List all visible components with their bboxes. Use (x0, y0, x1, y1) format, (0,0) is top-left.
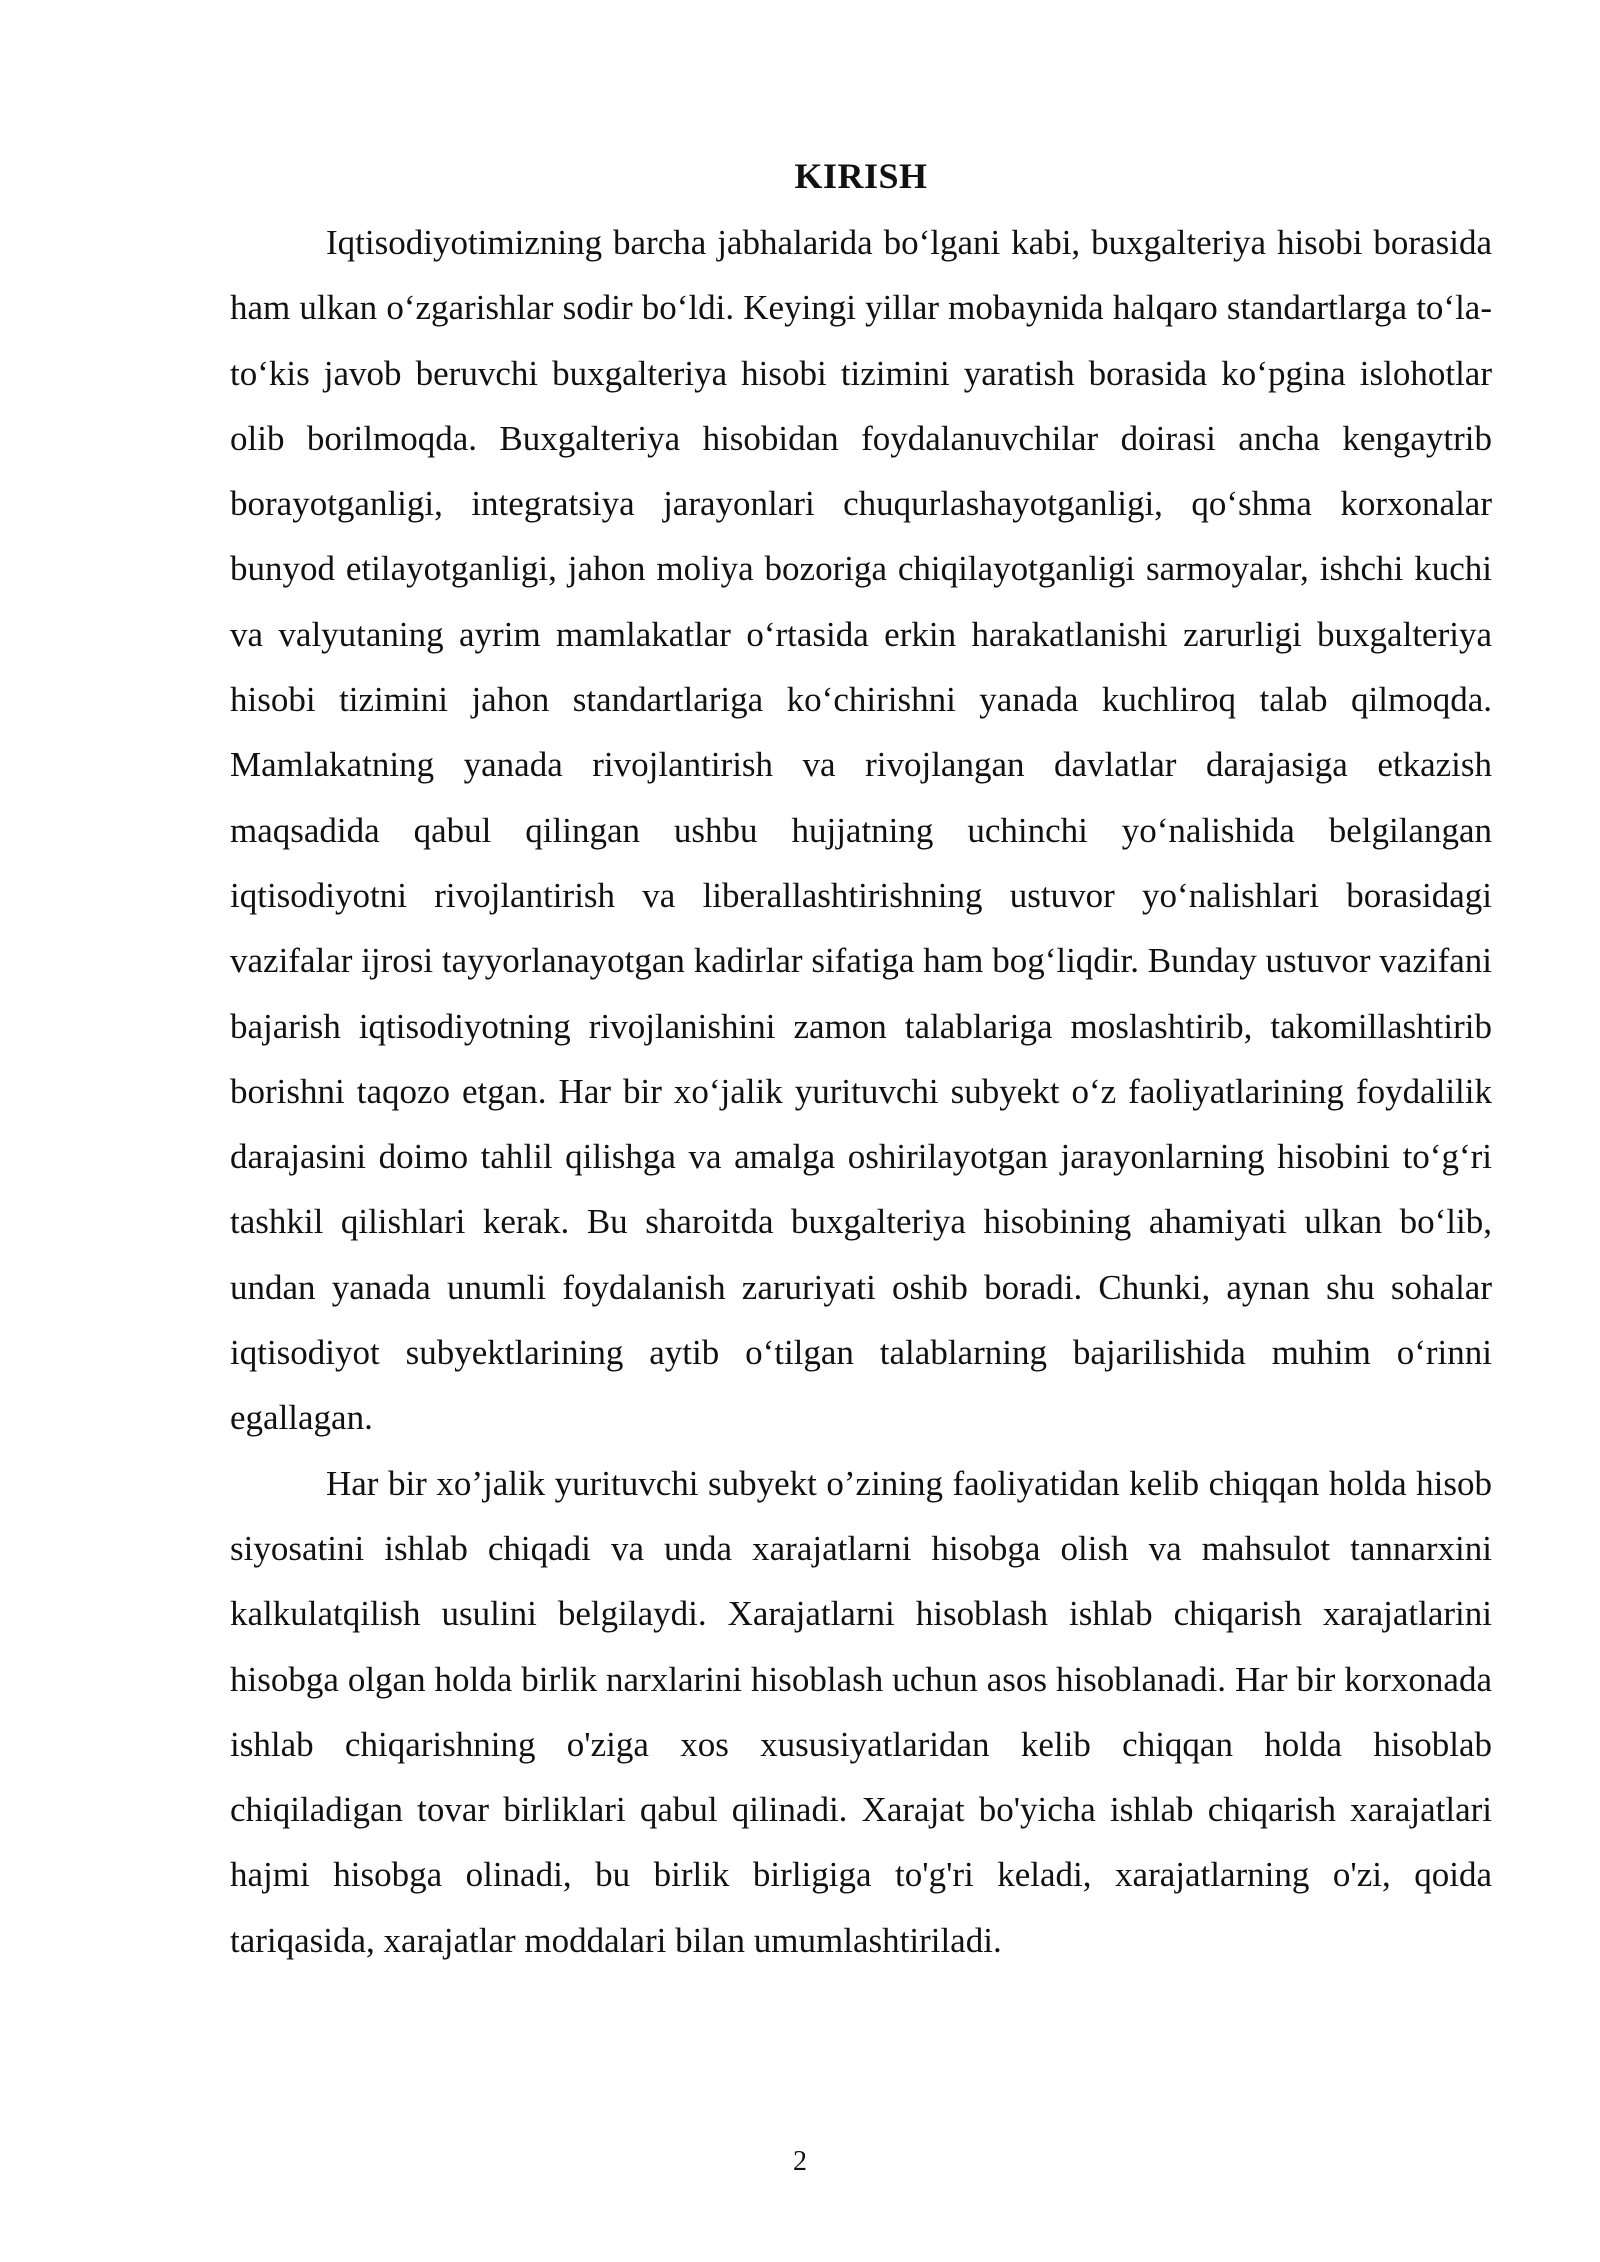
paragraph-1: Iqtisodiyotimizning barcha jabhalarida bo‘lgani kabi, buxgalteriya hisobi borasida ham ulkan o‘zgarishlar sodir bo‘ldi. Keyingi yillar mobaynida halqaro standartlarga to‘la-to‘kis javob beruvchi buxgalteriya hisobi tizimini yaratish borasida ko‘pgina islohotlar olib borilmoqda. Buxgalteriya hisobidan foydalanuvchilar doirasi ancha kengaytrib borayotganligi, integratsiya jarayonlari chuqurlashayotganligi, qo‘shma korxonalar bunyod etilayotganligi, jahon moliya bozoriga chiqilayotganligi sarmoyalar, ishchi kuchi va valyutaning ayrim mamlakatlar o‘rtasida erkin harakatlanishi zarurligi buxgalteriya hisobi tizimini jahon standartlariga ko‘chirishni yanada kuchliroq talab qilmoqda. Mamlakatning yanada rivojlantirish va rivojlangan davlatlar darajasiga etkazish maqsadida qabul qilingan ushbu hujjatning uchinchi yo‘nalishida belgilangan iqtisodiyotni rivojlantirish va liberallashtirishning ustuvor yo‘nalishlari borasidagi vazifalar ijrosi tayyorlanayotgan kadirlar sifatiga ham bog‘liqdir. Bunday ustuvor vazifani bajarish iqtisodiyotning rivojlanishini zamon talablariga moslashtirib, takomillashtirib borishni taqozo etgan. Har bir xo‘jalik yurituvchi subyekt o‘z faoliyatlarining foydalilik darajasini doimo tahlil qilishga va amalga oshirilayotgan jarayonlarning hisobini to‘g‘ri tashkil qilishlari kerak. Bu sharoitda buxgalteriya hisobining ahamiyati ulkan bo‘lib, undan yanada unumli foydalanish zaruriyati oshib boradi. Chunki, aynan shu sohalar iqtisodiyot subyektlarining aytib o‘tilgan talablarning bajarilishida muhim o‘rinni egallagan. (230, 223, 1492, 1438)
page-title: KIRISH (794, 156, 928, 196)
paragraph-2: Har bir xo’jalik yurituvchi subyekt o’zining faoliyatidan kelib chiqqan holda hisob siyosatini ishlab chiqadi va unda xarajatlarni hisobga olish va mahsulot tannarxini kalkulatqilish usulini belgilaydi. Xarajatlarni hisoblash ishlab chiqarish xarajatlarini hisobga olgan holda birlik narxlarini hisoblash uchun asos hisoblanadi. Har bir korxonada ishlab chiqarishning o'ziga xos xususiyatlaridan kelib chiqqan holda hisoblab chiqiladigan tovar birliklari qabul qilinadi. Xarajat bo'yicha ishlab chiqarish xarajatlari hajmi hisobga olinadi, bu birlik birligiga to'g'ri keladi, xarajatlarning o'zi, qoida tariqasida, xarajatlar moddalari bilan umumlashtiriladi. (230, 1463, 1492, 1960)
page-number: 2 (793, 2146, 807, 2177)
page-content (230, 150, 1492, 1973)
